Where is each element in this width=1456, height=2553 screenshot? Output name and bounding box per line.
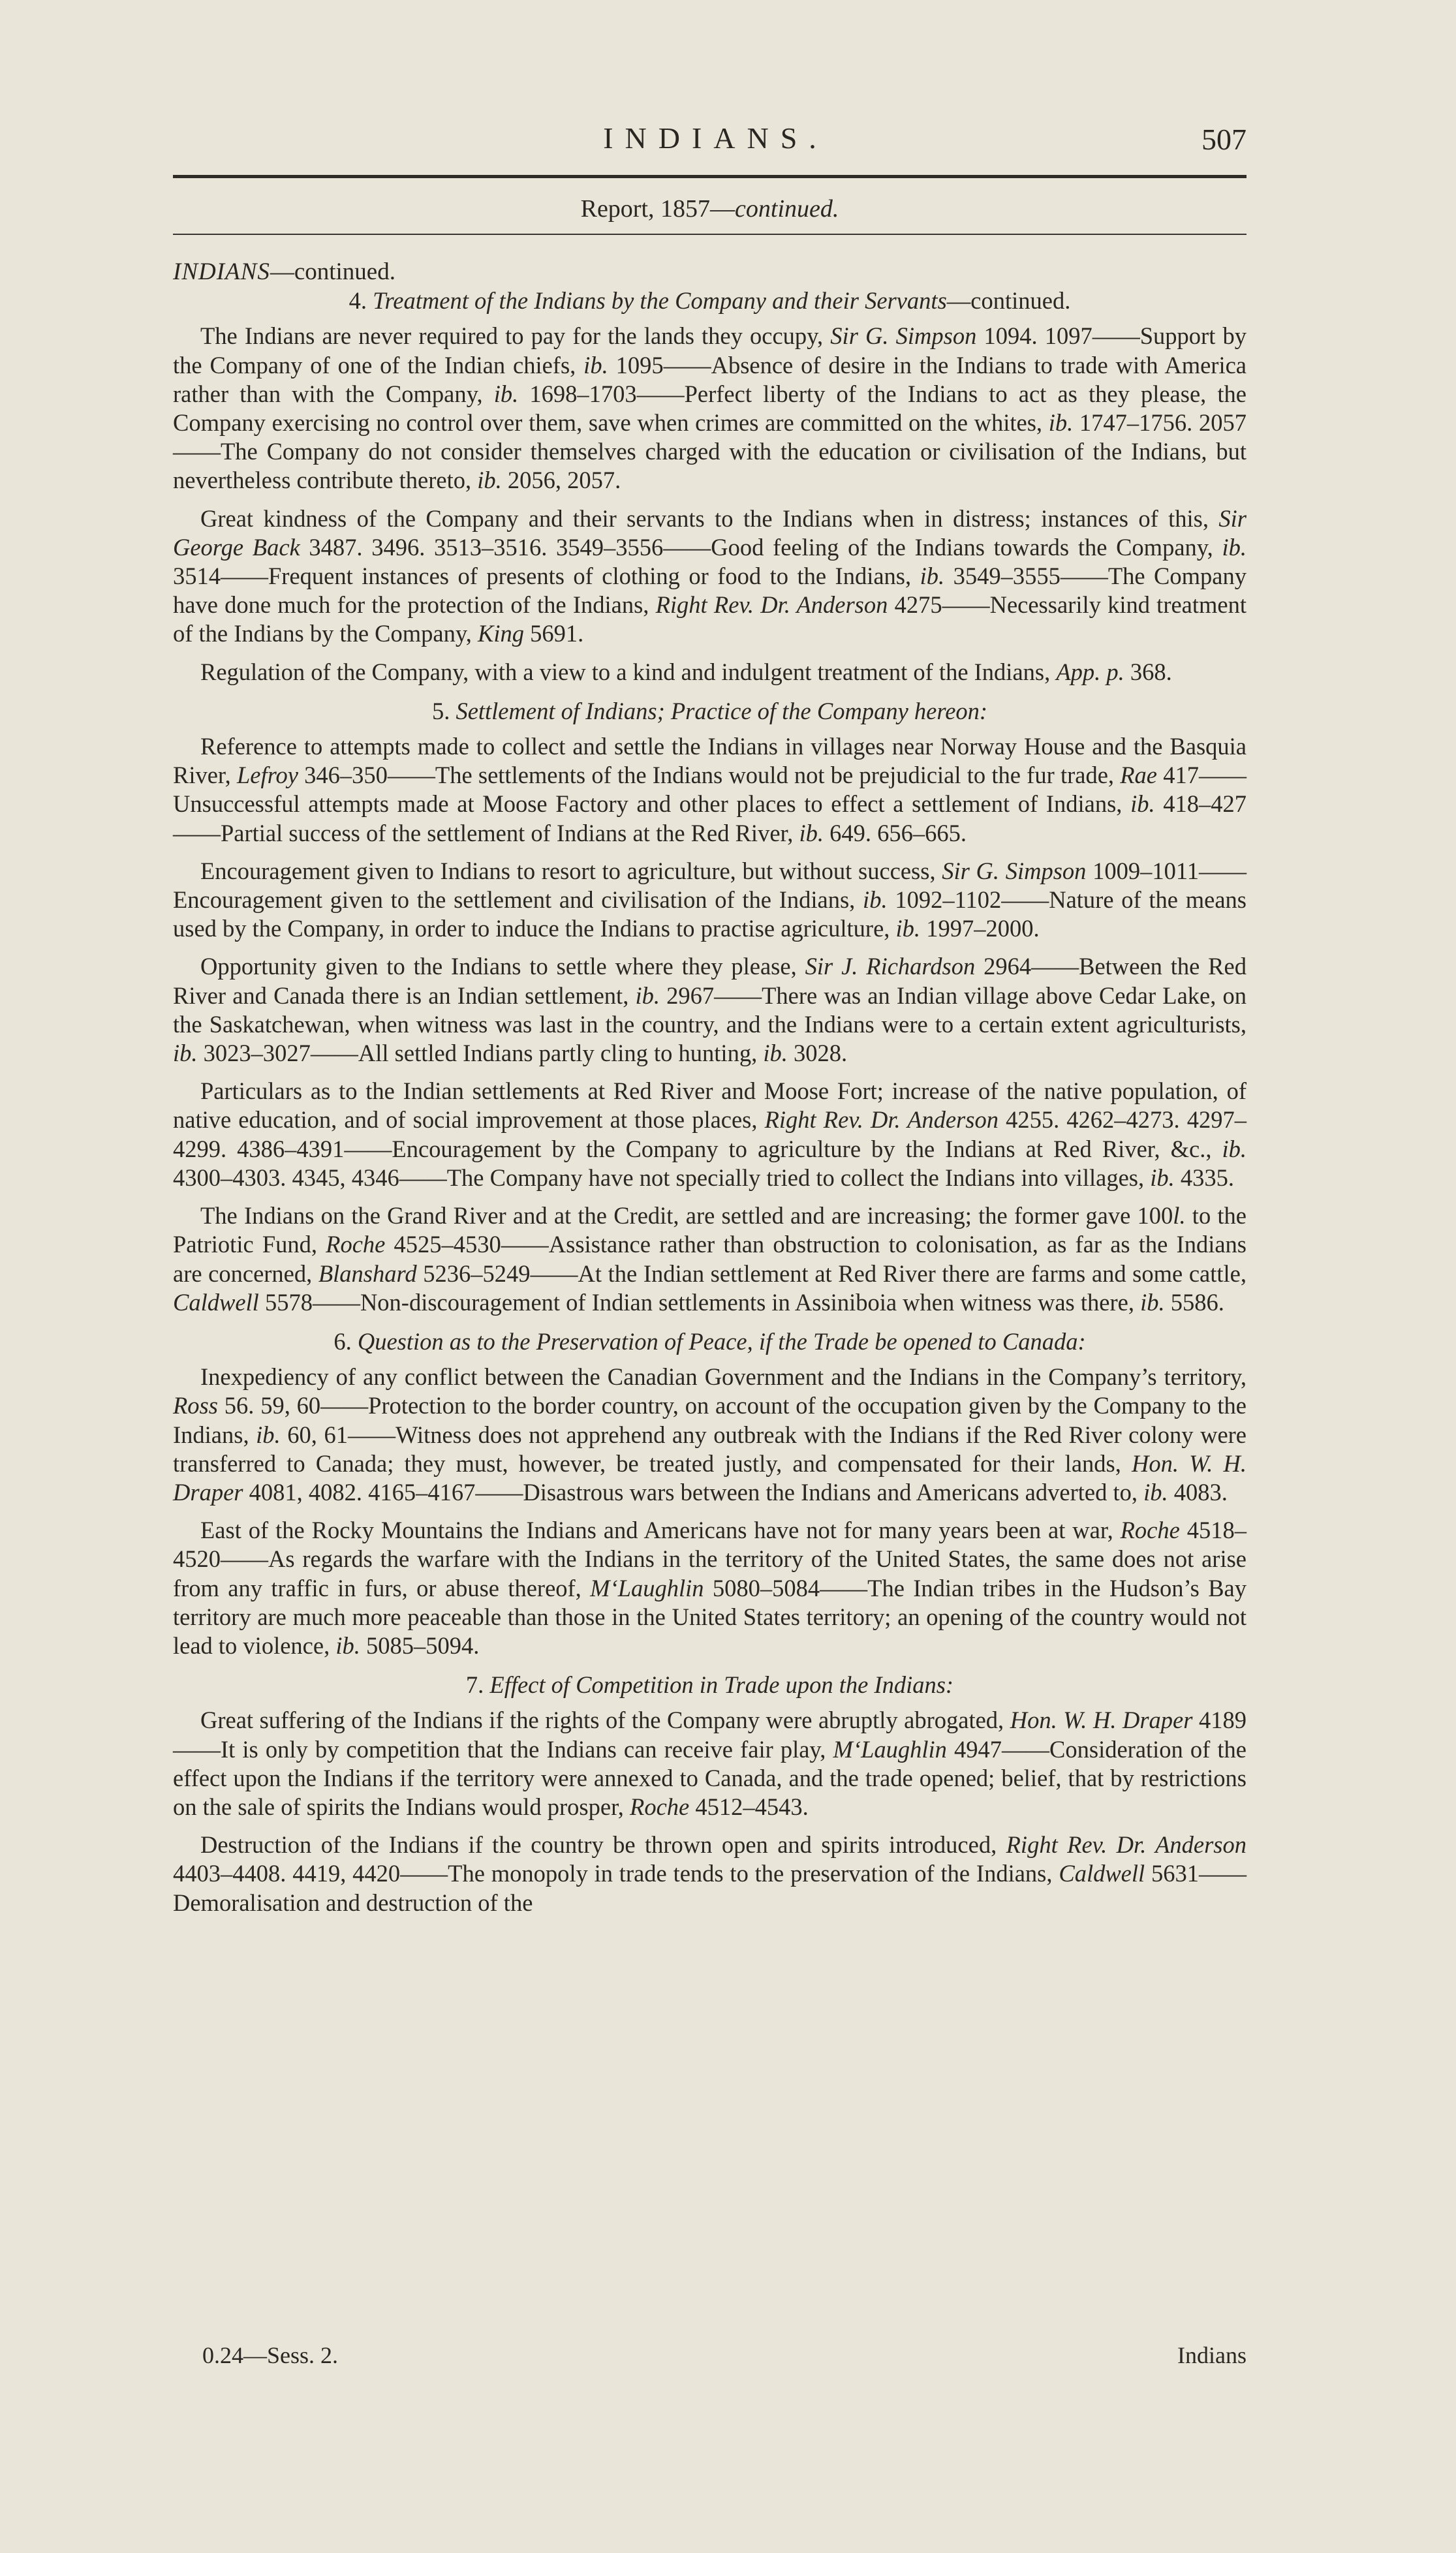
footer-signature: 0.24—Sess. 2. — [202, 2342, 339, 2368]
subsection-number: 7. — [465, 1671, 484, 1699]
index-paragraph: Great suffering of the Indians if the rights of the Company were abruptly abrogated, Hon. W. H. Draper 4189——It is only by competition that the Indians can receive fair play, M‘Laughlin 4947——Consideration of the effect upon the Indians if the territory were annexed to Canada, and the trade opened; belief, that by restrictions on the sale of spirits the Indians would prosper, Roche 4512–4543. — [173, 1707, 1247, 1820]
index-paragraph: Particulars as to the Indian settlements at Red River and Moose Fort; increase of the native population, of native education, and of social improvement at those places, Right Rev. Dr. Anderson 4255. 4262–4273. 4297–4299. 4386–4391——Encouragement by the Company to agriculture by the Indians at Red River, &c., ib. 4300–4303. 4345, 4346——The Company have not specially tried to collect the Indians into villages, ib. 4335. — [173, 1077, 1247, 1191]
subsection — [173, 286, 1247, 687]
subsection-heading — [173, 1327, 1247, 1356]
footer-catchword: Indians — [1177, 2342, 1247, 2368]
subsection-number: 4. — [349, 287, 367, 315]
index-paragraph: Great kindness of the Company and their servants to the Indians when in distress; instances of this, Sir George Back 3487. 3496. 3513–3516. 3549–3556——Good feeling of the Indians towards the Company, ib. 3514——Frequent instances of presents of clothing or food to the Indians, ib. 3549–3555——The Company have done much for the protection of the Indians, Right Rev. Dr. Anderson 4275——Necessarily kind treatment of the Indians by the Company, King 5691. — [173, 504, 1247, 647]
header-rule — [173, 175, 1247, 178]
index-paragraph: Destruction of the Indians if the country be thrown open and spirits introduced, Right Rev. Dr. Anderson 4403–4408. 4419, 4420——The monopoly in trade tends to the preservation of the Indians, Caldwell 5631——Demoralisation and destruction of the — [173, 1831, 1247, 1916]
section-title: INDIANS — [173, 258, 270, 285]
subsection — [173, 1327, 1247, 1660]
index-paragraph: Opportunity given to the Indians to settle where they please, Sir J. Richardson 2964——Between the Red River and Canada there is an Indian settlement, ib. 2967——There was an Indian village above Cedar Lake, on the Saskatchewan, when witness was last in the country, and the Indians were to a certain extent agriculturists, ib. 3023–3027——All settled Indians partly cling to hunting, ib. 3028. — [173, 953, 1247, 1067]
index-body — [173, 258, 1247, 1926]
subsection-number: 6. — [333, 1327, 352, 1355]
index-paragraph: The Indians on the Grand River and at the Credit, are settled and are increasing; the former gave 100l. to the Patriotic Fund, Roche 4525–4530——Assistance rather than obstruction to colonisation, as far as the Indians are concerned, Blanshard 5236–5249——At the Indian settlement at Red River there are farms and some cattle, Caldwell 5578——Non-discouragement of Indian settlements in Assiniboia when witness was there, ib. 5586. — [173, 1202, 1247, 1316]
index-paragraph: Inexpediency of any conflict between the Canadian Government and the Indians in the Company’s territory, Ross 56. 59, 60——Protection to the border country, on account of the occupation given by the Company to the Indians, ib. 60, 61——Witness does not apprehend any outbreak with the Indians if the Red River colony were transferred to Canada; they must, however, be treated justly, and compensated for their lands, Hon. W. H. Draper 4081, 4082. 4165–4167——Disastrous wars between the Indians and Americans adverted to, ib. 4083. — [173, 1363, 1247, 1506]
index-paragraph: East of the Rocky Mountains the Indians and Americans have not for many years been at war, Roche 4518–4520——As regards the warfare with the Indians in the territory of the United States, the same does not arise from any traffic in furs, or abuse thereof, M‘Laughlin 5080–5084——The Indian tribes in the Hudson’s Bay territory are much more peaceable than those in the United States territory; an opening of the country would not lead to violence, ib. 5085–5094. — [173, 1517, 1247, 1659]
page-number: 507 — [1201, 123, 1247, 156]
subsection-heading — [173, 697, 1247, 726]
subsection-title: Settlement of Indians; Practice of the Company hereon: — [456, 697, 988, 724]
running-title: INDIANS. — [603, 121, 828, 155]
index-paragraph: Reference to attempts made to collect and settle the Indians in villages near Norway House and the Basquia River, Lefroy 346–350——The settlements of the Indians would not be prejudicial to the fur trade, Rae 417——Unsuccessful attempts made at Moose Factory and other places to effect a settlement of Indians, ib. 418–427——Partial success of the settlement of Indians at the Red River, ib. 649. 656–665. — [173, 733, 1247, 846]
page-header — [173, 121, 1247, 160]
subsection-number: 5. — [431, 697, 450, 724]
section-title-suffix: —continued. — [270, 258, 395, 285]
subsection-title-suffix: —continued. — [946, 287, 1071, 315]
page-footer — [202, 2342, 1247, 2374]
index-paragraph: Regulation of the Company, with a view to a kind and indulgent treatment of the Indians, App. p. 368. — [200, 658, 1172, 685]
report-subtitle-suffix: continued. — [735, 195, 839, 223]
subtitle-rule — [173, 234, 1247, 235]
subsection-title: Question as to the Preservation of Peace, if the Trade be opened to Canada: — [357, 1327, 1086, 1355]
index-paragraph: Encouragement given to Indians to resort to agriculture, but without success, Sir G. Simpson 1009–1011——Encouragement given to the settlement and civilisation of the Indians, ib. 1092–1102——Nature of the means used by the Company, in order to induce the Indians to practise agriculture, ib. 1997–2000. — [173, 857, 1247, 942]
subsection — [173, 1671, 1247, 1917]
subsection — [173, 697, 1247, 1317]
subsection-heading — [173, 1671, 1247, 1699]
subsection-title: Treatment of the Indians by the Company and their Servants — [373, 287, 947, 315]
subsection-title: Effect of Competition in Trade upon the Indians: — [489, 1671, 954, 1699]
report-subtitle — [173, 194, 1247, 223]
report-subtitle-prefix: Report, 1857— — [580, 195, 736, 223]
subsection-heading — [173, 286, 1247, 315]
section-heading — [173, 258, 1247, 286]
index-paragraph: The Indians are never required to pay for the lands they occupy, Sir G. Simpson 1094. 1097——Support by the Company of one of the Indian chiefs, ib. 1095——Absence of desire in the Indians to trade with America rather than with the Company, ib. 1698–1703——Perfect liberty of the Indians to act as they please, the Company exercising no control over them, save when crimes are committed on the whites, ib. 1747–1756. 2057——The Company do not consider themselves charged with the education or civilisation of the Indians, but nevertheless contribute thereto, ib. 2056, 2057. — [173, 322, 1247, 494]
